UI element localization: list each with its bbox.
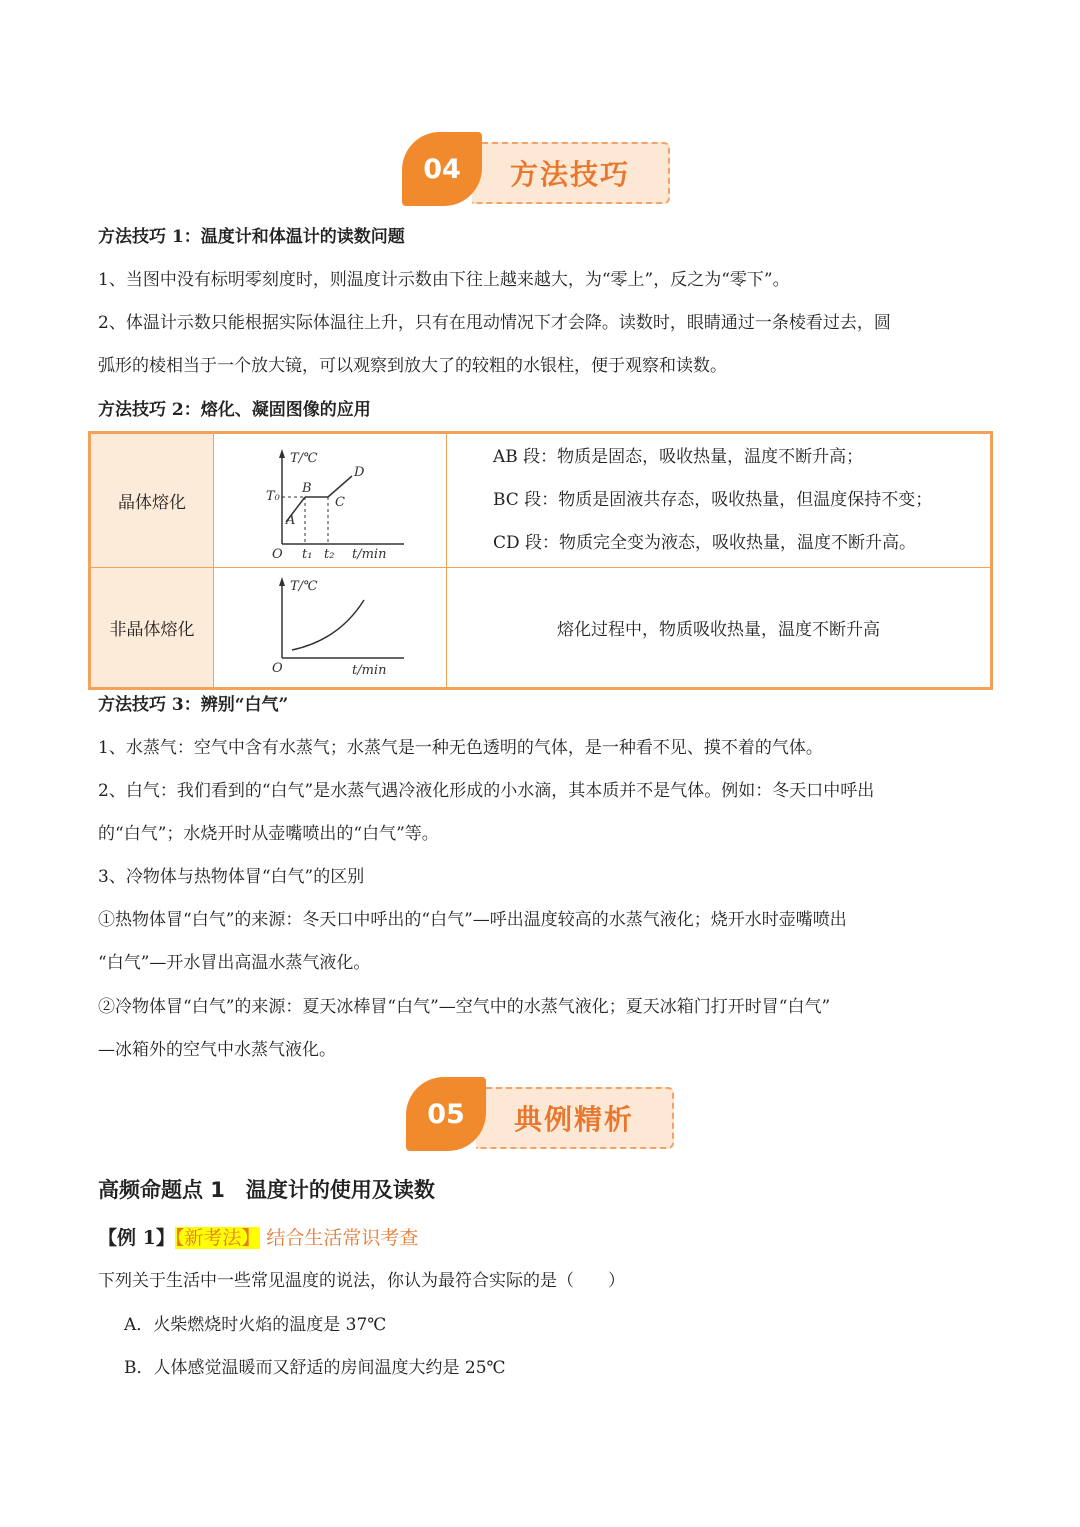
tip3-line: 2、白气：我们看到的“白气”是水蒸气遇冷液化形成的小水滴，其本质并不是气体。例如：冬天口中呼出	[98, 781, 875, 801]
tip2-title: 方法技巧 2：熔化、凝固图像的应用	[98, 400, 371, 420]
melting-table	[88, 431, 993, 690]
tip3-line: 1、水蒸气：空气中含有水蒸气；水蒸气是一种无色透明的气体，是一种看不见、摸不着的气体。	[98, 738, 823, 758]
t1-label: t₁	[302, 547, 313, 562]
section-number: 04	[402, 132, 482, 206]
option-b: B．人体感觉温暖而又舒适的房间温度大约是 25℃	[124, 1358, 506, 1378]
section-number: 05	[406, 1077, 486, 1151]
point-a-label: A	[286, 513, 296, 528]
origin-label: O	[272, 547, 283, 562]
tip3-line: 3、冷物体与热物体冒“白气”的区别	[98, 867, 365, 887]
example-header	[98, 1224, 418, 1252]
x-axis-label: t/min	[352, 663, 387, 678]
amorphous-graph-svg	[214, 568, 446, 682]
section-badge-05	[406, 1077, 682, 1155]
tip1-title: 方法技巧 1：温度计和体温计的读数问题	[98, 227, 405, 247]
t2-label: t₂	[324, 547, 335, 562]
example-subtitle: 结合生活常识考查	[266, 1227, 419, 1249]
tip3-line: ①热物体冒“白气”的来源：冬天口中呼出的“白气”—呼出温度较高的水蒸气液化；烧开水时壶嘴喷出	[98, 910, 847, 930]
desc-line: CD 段：物质完全变为液态，吸收热量，温度不断升高。	[493, 533, 917, 553]
section-title: 方法技巧	[472, 142, 670, 204]
tip3-line: ②冷物体冒“白气”的来源：夏天冰棒冒“白气”—空气中的水蒸气液化；夏天冰箱门打开时冒“白气”	[98, 997, 831, 1017]
crystal-melting-graph	[214, 433, 447, 568]
origin-label: O	[272, 661, 283, 676]
example-question: 下列关于生活中一些常见温度的说法，你认为最符合实际的是（ ）	[98, 1271, 625, 1291]
y-axis-arrow	[279, 449, 285, 458]
y-axis-label: T/℃	[290, 451, 318, 466]
y-axis-label: T/℃	[290, 579, 318, 594]
tip1-line: 1、当图中没有标明零刻度时，则温度计示数由下往上越来越大，为“零上”，反之为“零下”。	[98, 270, 790, 290]
tip3-line: —冰箱外的空气中水蒸气液化。	[98, 1040, 336, 1060]
topic-title: 高频命题点 1 温度计的使用及读数	[98, 1178, 435, 1202]
tip3-title: 方法技巧 3：辨别“白气”	[98, 695, 289, 715]
temperature-curve	[292, 600, 364, 650]
desc-line: AB 段：物质是固态，吸收热量，温度不断升高；	[493, 447, 864, 467]
example-label: 【例 1】	[98, 1227, 175, 1249]
point-b-label: B	[302, 481, 312, 496]
tip3-line: 的“白气”；水烧开时从壶嘴喷出的“白气”等。	[98, 824, 439, 844]
option-a: A．火柴燃烧时火焰的温度是 37℃	[124, 1315, 387, 1335]
point-c-label: C	[335, 495, 345, 510]
section-badge-04	[402, 132, 678, 210]
t0-label: T₀	[266, 489, 280, 504]
row-description	[447, 433, 992, 568]
point-d-label: D	[354, 465, 365, 480]
table-row	[90, 568, 992, 689]
tip1-line: 2、体温计示数只能根据实际体温往上升，只有在甩动情况下才会降。读数时，眼睛通过一条棱看过去，圆	[98, 313, 891, 333]
new-method-tag: 【新考法】	[174, 1227, 261, 1249]
y-axis-arrow	[279, 577, 285, 586]
cd-segment	[328, 476, 352, 497]
x-axis-label: t/min	[352, 547, 387, 562]
crystal-graph-svg	[214, 434, 446, 562]
amorphous-melting-graph	[214, 568, 447, 689]
table-row	[90, 433, 992, 568]
row-label: 非晶体熔化	[90, 568, 214, 689]
tip3-line: “白气”—开水冒出高温水蒸气液化。	[98, 953, 371, 973]
desc-line: BC 段：物质是固液共存态，吸收热量，但温度保持不变；	[493, 490, 933, 510]
row-description: 熔化过程中，物质吸收热量，温度不断升高	[447, 568, 992, 689]
tip1-line: 弧形的棱相当于一个放大镜，可以观察到放大了的较粗的水银柱，便于观察和读数。	[98, 356, 727, 376]
section-title: 典例精析	[476, 1087, 674, 1149]
row-label: 晶体熔化	[90, 433, 214, 568]
